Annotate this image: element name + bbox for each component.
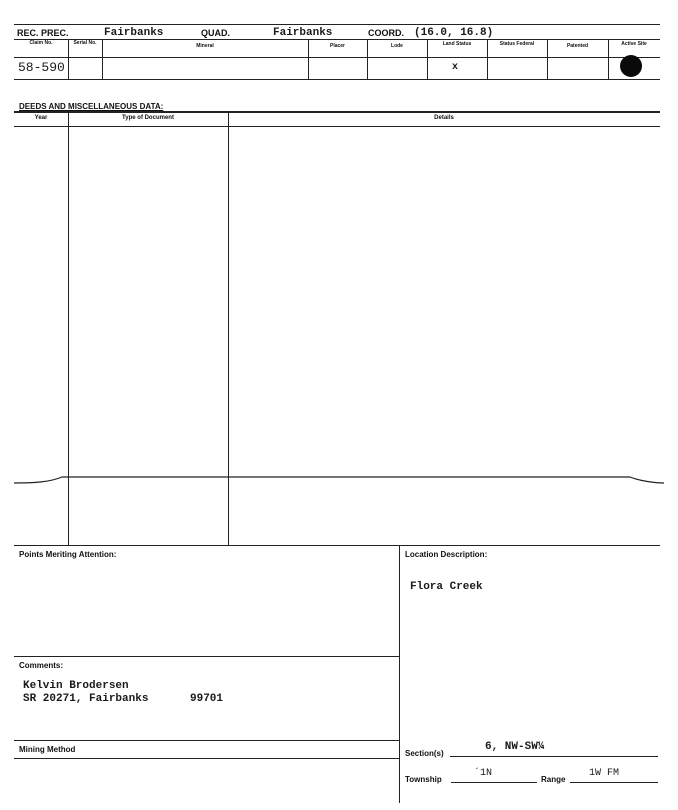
deeds-header-rule (14, 126, 660, 127)
location-value: Flora Creek (410, 581, 483, 593)
range-label: Range (541, 775, 566, 784)
coord-value: (16.0, 16.8) (414, 27, 494, 39)
page-fold-line (0, 465, 678, 495)
points-label: Points Meriting Attention: (19, 550, 117, 559)
section-value: 6, NW-SW¼ (485, 741, 545, 753)
claim-number-value: 58-590 (18, 60, 65, 75)
township-value: ´1N (474, 768, 493, 779)
deeds-section-title: DEEDS AND MISCELLANEOUS DATA: (19, 102, 164, 111)
col-header-land-status: Land Status (442, 41, 472, 47)
mining-method-top-rule (14, 740, 399, 741)
mining-method-label: Mining Method (19, 745, 76, 754)
col-header-details: Details (434, 115, 454, 121)
rec-prec-value: Fairbanks (104, 27, 164, 39)
comments-line-1: Kelvin Brodersen (23, 680, 129, 692)
lower-col-divider (399, 545, 400, 803)
col-header-placer: Placer (329, 43, 345, 49)
township-label: Township (405, 775, 442, 784)
coord-label: COORD. (368, 28, 404, 38)
lower-top-rule (14, 545, 660, 546)
col-header-claim-no: Claim No. (29, 40, 53, 46)
deeds-top-rule (14, 111, 660, 113)
comments-label: Comments: (19, 661, 64, 670)
location-label: Location Description: (405, 550, 488, 559)
claim-table-header-rule (14, 57, 660, 58)
col-header-lode: Lode (391, 43, 403, 49)
quad-label: QUAD. (201, 28, 230, 38)
col-header-year: Year (34, 115, 48, 121)
claim-table-bottom-rule (14, 79, 660, 80)
range-fill-line (570, 782, 658, 783)
mining-method-bottom-rule (14, 758, 399, 759)
township-fill-line (451, 782, 537, 783)
comments-zip: 99701 (190, 693, 224, 705)
land-status-mark: x (452, 62, 459, 73)
section-label: Section(s) (405, 749, 444, 758)
comments-line-2: SR 20271, Fairbanks (23, 693, 149, 705)
header-top-rule (14, 24, 660, 25)
comments-top-rule (14, 656, 399, 657)
col-header-patented: Patented (566, 43, 589, 49)
col-header-active-site: Active Site (621, 41, 647, 47)
quad-value: Fairbanks (273, 27, 333, 39)
range-value: 1W FM (589, 768, 620, 779)
col-header-status-federal: Status Federal (499, 41, 535, 47)
rec-prec-label: REC. PREC. (17, 28, 69, 38)
active-site-dot (620, 55, 642, 77)
header-underline (14, 39, 660, 40)
section-fill-line (450, 756, 658, 757)
col-header-serial-no: Serial No. (73, 40, 97, 46)
col-header-document-type: Type of Document (122, 115, 174, 121)
col-header-mineral: Mineral (196, 43, 214, 49)
